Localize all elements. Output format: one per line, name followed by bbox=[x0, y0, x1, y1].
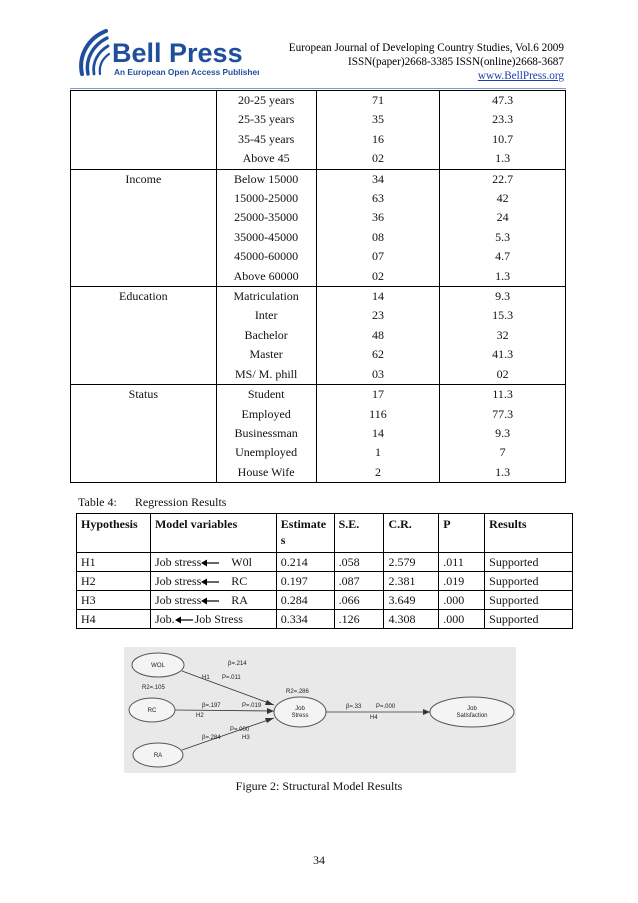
se-cell: .087 bbox=[334, 572, 384, 591]
node-label: RC bbox=[147, 708, 157, 714]
frequency-cell: 08 bbox=[316, 228, 440, 247]
regression-header-row bbox=[77, 514, 573, 553]
percent-cell: 9.3 bbox=[440, 287, 566, 307]
percent-cell: 41.3 bbox=[440, 345, 566, 364]
path-h2 bbox=[175, 710, 274, 711]
hypothesis-cell: H3 bbox=[77, 591, 151, 610]
p-cell: .019 bbox=[439, 572, 485, 591]
r2-job-stress: R2=.286 bbox=[286, 689, 309, 695]
node-label: Stress bbox=[291, 713, 309, 719]
frequency-cell: 2 bbox=[316, 463, 440, 483]
estimate-cell: 0.334 bbox=[276, 610, 334, 629]
demographic-row bbox=[71, 169, 566, 189]
node-job-satisfaction bbox=[430, 697, 514, 727]
value-cell: 35-45 years bbox=[216, 130, 316, 149]
category-cell: Status bbox=[71, 385, 217, 405]
percent-cell: 32 bbox=[440, 326, 566, 345]
regression-row bbox=[77, 572, 573, 591]
r2-rc: R2=.105 bbox=[142, 685, 165, 691]
p-h1: P=.011 bbox=[222, 675, 241, 681]
header-cell: Results bbox=[485, 514, 573, 553]
value-cell: Below 15000 bbox=[216, 169, 316, 189]
header-cell: C.R. bbox=[384, 514, 439, 553]
value-cell: Bachelor bbox=[216, 326, 316, 345]
logo-title: Bell Press bbox=[112, 38, 243, 68]
frequency-cell: 34 bbox=[316, 169, 440, 189]
node-label: RA bbox=[153, 753, 163, 759]
issn-line: ISSN(paper)2668-3385 ISSN(online)2668-3687 bbox=[348, 56, 564, 68]
header-cell: S.E. bbox=[334, 514, 384, 553]
header-divider bbox=[70, 88, 566, 89]
demographic-row bbox=[71, 385, 566, 405]
value-cell: 25000-35000 bbox=[216, 208, 316, 227]
journal-line: European Journal of Developing Country Studies, Vol.6 2009 bbox=[288, 42, 564, 54]
percent-cell: 42 bbox=[440, 189, 566, 208]
value-cell: MS/ M. phill bbox=[216, 365, 316, 385]
frequency-cell: 14 bbox=[316, 424, 440, 443]
model-right: W0l bbox=[231, 555, 252, 569]
category-cell bbox=[71, 267, 217, 287]
beta-h4: β=.33 bbox=[346, 704, 362, 710]
category-cell bbox=[71, 247, 217, 266]
result-cell: Supported bbox=[485, 591, 573, 610]
frequency-cell: 14 bbox=[316, 287, 440, 307]
left-arrow-icon bbox=[201, 596, 219, 606]
value-cell: Above 45 bbox=[216, 149, 316, 169]
table4-title: Regression Results bbox=[134, 495, 227, 509]
value-cell: Businessman bbox=[216, 424, 316, 443]
demographic-row bbox=[71, 326, 566, 345]
se-cell: .058 bbox=[334, 553, 384, 572]
frequency-cell: 62 bbox=[316, 345, 440, 364]
left-arrow-icon bbox=[201, 558, 219, 568]
hyp-h1: H1 bbox=[202, 675, 210, 681]
category-cell bbox=[71, 228, 217, 247]
value-cell: Inter bbox=[216, 306, 316, 325]
value-cell: 20-25 years bbox=[216, 91, 316, 111]
value-cell: Unemployed bbox=[216, 443, 316, 462]
demographic-row bbox=[71, 149, 566, 169]
regression-row bbox=[77, 610, 573, 629]
percent-cell: 1.3 bbox=[440, 267, 566, 287]
beta-h3: β=.284 bbox=[202, 735, 221, 741]
model-variables-cell bbox=[150, 553, 276, 572]
category-cell bbox=[71, 189, 217, 208]
frequency-cell: 71 bbox=[316, 91, 440, 111]
frequency-cell: 03 bbox=[316, 365, 440, 385]
publisher-logo bbox=[74, 22, 259, 82]
header-cell: Estimates bbox=[276, 514, 334, 553]
frequency-cell: 16 bbox=[316, 130, 440, 149]
hyp-h3: H3 bbox=[242, 735, 250, 741]
frequency-cell: 48 bbox=[316, 326, 440, 345]
category-cell bbox=[71, 424, 217, 443]
percent-cell: 24 bbox=[440, 208, 566, 227]
category-cell bbox=[71, 405, 217, 424]
value-cell: Student bbox=[216, 385, 316, 405]
node-job-stress bbox=[274, 697, 326, 727]
header-cell: Model variables bbox=[150, 514, 276, 553]
frequency-cell: 35 bbox=[316, 110, 440, 129]
demographics-table bbox=[70, 90, 566, 483]
value-cell: 15000-25000 bbox=[216, 189, 316, 208]
hypothesis-cell: H4 bbox=[77, 610, 151, 629]
percent-cell: 1.3 bbox=[440, 149, 566, 169]
node-label: Job bbox=[295, 706, 305, 712]
result-cell: Supported bbox=[485, 572, 573, 591]
frequency-cell: 02 bbox=[316, 149, 440, 169]
demographic-row bbox=[71, 405, 566, 424]
model-variables-cell bbox=[150, 591, 276, 610]
frequency-cell: 17 bbox=[316, 385, 440, 405]
p-cell: .011 bbox=[439, 553, 485, 572]
frequency-cell: 116 bbox=[316, 405, 440, 424]
estimate-cell: 0.284 bbox=[276, 591, 334, 610]
demographic-row bbox=[71, 189, 566, 208]
result-cell: Supported bbox=[485, 610, 573, 629]
demographic-row bbox=[71, 365, 566, 385]
category-cell: Education bbox=[71, 287, 217, 307]
estimate-cell: 0.214 bbox=[276, 553, 334, 572]
percent-cell: 11.3 bbox=[440, 385, 566, 405]
left-arrow-icon bbox=[175, 615, 193, 625]
percent-cell: 22.7 bbox=[440, 169, 566, 189]
journal-header bbox=[289, 41, 564, 83]
demographic-row bbox=[71, 287, 566, 307]
percent-cell: 10.7 bbox=[440, 130, 566, 149]
p-h4: P=.000 bbox=[376, 704, 396, 710]
percent-cell: 1.3 bbox=[440, 463, 566, 483]
demographic-row bbox=[71, 267, 566, 287]
model-left: Job stress bbox=[154, 555, 202, 569]
frequency-cell: 23 bbox=[316, 306, 440, 325]
value-cell: Employed bbox=[216, 405, 316, 424]
se-cell: .126 bbox=[334, 610, 384, 629]
header-cell: P bbox=[439, 514, 485, 553]
value-cell: Master bbox=[216, 345, 316, 364]
percent-cell: 23.3 bbox=[440, 110, 566, 129]
se-cell: .066 bbox=[334, 591, 384, 610]
category-cell: Income bbox=[71, 169, 217, 189]
demographic-row bbox=[71, 208, 566, 227]
page-number: 34 bbox=[313, 853, 325, 867]
model-right: RC bbox=[231, 574, 248, 588]
result-cell: Supported bbox=[485, 553, 573, 572]
table4-label: Table 4: bbox=[78, 495, 117, 509]
hyp-h4: H4 bbox=[370, 715, 378, 721]
model-variables-cell bbox=[150, 610, 276, 629]
logo-subtitle: An European Open Access Publisher bbox=[114, 67, 259, 77]
regression-row bbox=[77, 553, 573, 572]
model-left: Job. bbox=[154, 612, 175, 626]
percent-cell: 15.3 bbox=[440, 306, 566, 325]
hypothesis-cell: H2 bbox=[77, 572, 151, 591]
model-right: Job Stress bbox=[194, 612, 243, 626]
category-cell bbox=[71, 443, 217, 462]
category-cell bbox=[71, 463, 217, 483]
percent-cell: 47.3 bbox=[440, 91, 566, 111]
frequency-cell: 63 bbox=[316, 189, 440, 208]
demographic-row bbox=[71, 228, 566, 247]
node-label: Satisfaction bbox=[456, 713, 488, 719]
demographic-row bbox=[71, 463, 566, 483]
path-h3 bbox=[182, 718, 274, 750]
beta-h2: β=.197 bbox=[202, 703, 221, 709]
node-label: Job bbox=[467, 706, 477, 712]
demographic-row bbox=[71, 345, 566, 364]
value-cell: House Wife bbox=[216, 463, 316, 483]
frequency-cell: 07 bbox=[316, 247, 440, 266]
category-cell bbox=[71, 149, 217, 169]
category-cell bbox=[71, 326, 217, 345]
value-cell: Above 60000 bbox=[216, 267, 316, 287]
node-label: WOL bbox=[151, 663, 165, 669]
category-cell bbox=[71, 306, 217, 325]
category-cell bbox=[71, 110, 217, 129]
frequency-cell: 1 bbox=[316, 443, 440, 462]
value-cell: Matriculation bbox=[216, 287, 316, 307]
p-h2: P=.019 bbox=[242, 703, 262, 709]
model-left: Job stress bbox=[154, 593, 202, 607]
p-cell: .000 bbox=[439, 610, 485, 629]
regression-table bbox=[76, 513, 573, 629]
header-cell: Hypothesis bbox=[77, 514, 151, 553]
model-right: RA bbox=[231, 593, 248, 607]
estimate-cell: 0.197 bbox=[276, 572, 334, 591]
frequency-cell: 36 bbox=[316, 208, 440, 227]
regression-row bbox=[77, 591, 573, 610]
p-cell: .000 bbox=[439, 591, 485, 610]
value-cell: 35000-45000 bbox=[216, 228, 316, 247]
cr-cell: 2.381 bbox=[384, 572, 439, 591]
cr-cell: 2.579 bbox=[384, 553, 439, 572]
percent-cell: 77.3 bbox=[440, 405, 566, 424]
structural-model-figure bbox=[124, 647, 516, 773]
p-h3: P=.000 bbox=[230, 727, 250, 733]
demographic-row bbox=[71, 306, 566, 325]
model-left: Job stress bbox=[154, 574, 202, 588]
percent-cell: 02 bbox=[440, 365, 566, 385]
cr-cell: 4.308 bbox=[384, 610, 439, 629]
hypothesis-cell: H1 bbox=[77, 553, 151, 572]
percent-cell: 9.3 bbox=[440, 424, 566, 443]
demographic-row bbox=[71, 247, 566, 266]
demographic-row bbox=[71, 91, 566, 111]
category-cell bbox=[71, 130, 217, 149]
frequency-cell: 02 bbox=[316, 267, 440, 287]
category-cell bbox=[71, 345, 217, 364]
journal-url-link[interactable]: www.BellPress.org bbox=[477, 70, 564, 82]
demographic-row bbox=[71, 130, 566, 149]
demographic-row bbox=[71, 443, 566, 462]
value-cell: 25-35 years bbox=[216, 110, 316, 129]
model-variables-cell bbox=[150, 572, 276, 591]
left-arrow-icon bbox=[201, 577, 219, 587]
category-cell bbox=[71, 208, 217, 227]
beta-h1: β=.214 bbox=[228, 661, 247, 667]
percent-cell: 5.3 bbox=[440, 228, 566, 247]
demographic-row bbox=[71, 424, 566, 443]
demographic-row bbox=[71, 110, 566, 129]
cr-cell: 3.649 bbox=[384, 591, 439, 610]
value-cell: 45000-60000 bbox=[216, 247, 316, 266]
percent-cell: 4.7 bbox=[440, 247, 566, 266]
figure-caption: Figure 2: Structural Model Results bbox=[235, 779, 403, 793]
category-cell bbox=[71, 91, 217, 111]
table4-caption bbox=[78, 495, 226, 510]
hyp-h2: H2 bbox=[196, 713, 204, 719]
percent-cell: 7 bbox=[440, 443, 566, 462]
category-cell bbox=[71, 365, 217, 385]
